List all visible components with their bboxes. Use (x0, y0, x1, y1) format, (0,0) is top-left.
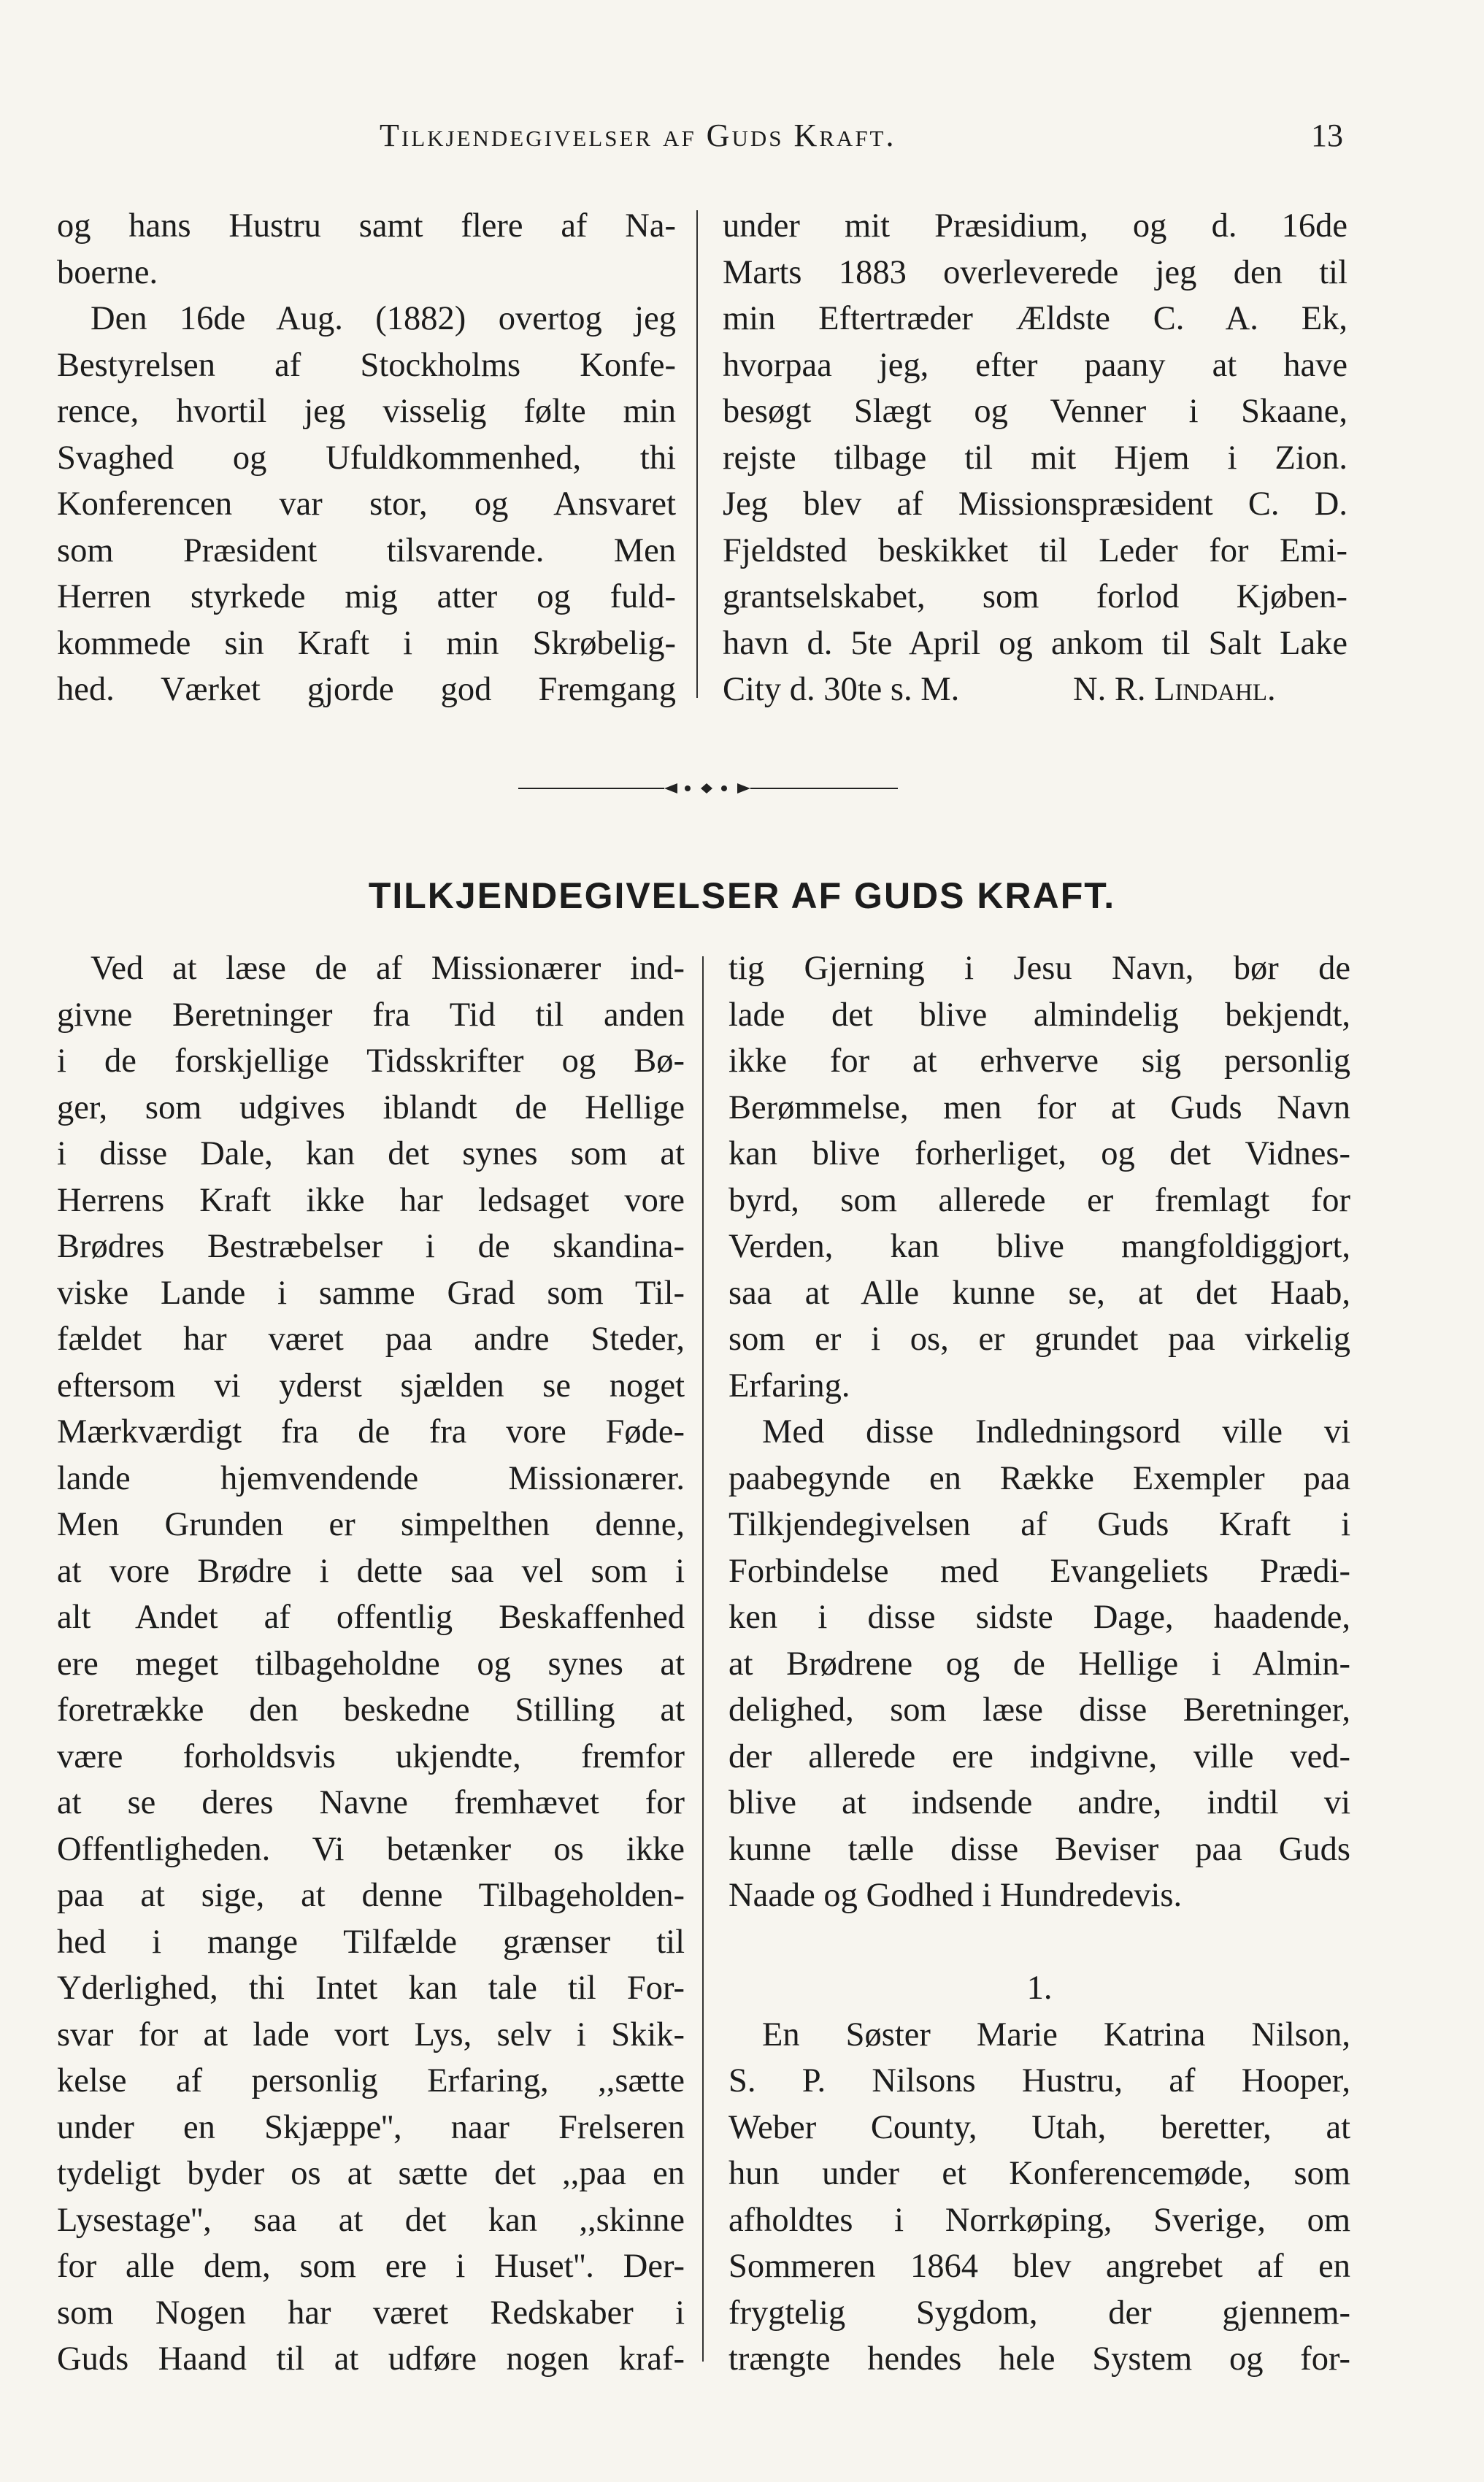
top-right-column (723, 203, 1347, 713)
text-line: rejste tilbage til mit Hjem i Zion. (723, 439, 1347, 477)
text-line: byrd, som allerede er fremlagt for (728, 1181, 1350, 1219)
text-line: tydeligt byder os at sætte det ,,paa en (57, 2155, 685, 2192)
text-line: at vore Brødre i dette saa vel som i (57, 1552, 685, 1590)
column-rule-main (702, 956, 704, 2362)
text-line: og hans Hustru samt flere af Na- (57, 207, 676, 245)
text-line: min Eftertræder Ældste C. A. Ek, (723, 300, 1347, 337)
text-line: Naade og Godhed i Hundredevis. (728, 1877, 1183, 1914)
text-line: foretrække den beskedne Stilling at (57, 1691, 685, 1729)
column-rule-top (696, 210, 698, 698)
text-line: Offentligheden. Vi betænker os ikke (57, 1830, 685, 1868)
text-line: hun under et Konferencemøde, som (728, 2155, 1350, 2192)
text-line: S. P. Nilsons Hustru, af Hooper, (728, 2062, 1350, 2099)
text-line: Svaghed og Ufuldkommenhed, thi (57, 439, 676, 477)
text-line: kommede sin Kraft i min Skrøbelig- (57, 624, 676, 662)
text-line: givne Beretninger fra Tid til anden (57, 996, 685, 1034)
text-line: Den 16de Aug. (1882) overtog jeg (91, 300, 676, 337)
text-line: som Nogen har været Redskaber i (57, 2294, 685, 2332)
text-line: boerne. (57, 253, 158, 291)
top-left-column (57, 203, 676, 713)
text-line: Ved at læse de af Missionærer ind- (91, 950, 685, 987)
text-line: svar for at lade vort Lys, selv i Skik- (57, 2016, 685, 2053)
text-line: Berømmelse, men for at Guds Navn (728, 1088, 1350, 1126)
text-line: hvorpaa jeg, efter paany at have (723, 346, 1347, 384)
text-line: Forbindelse med Evangeliets Prædi- (728, 1552, 1350, 1590)
text-line: kelse af personlig Erfaring, ,,sætte (57, 2062, 685, 2099)
text-line: ere meget tilbageholdne og synes at (57, 1645, 685, 1683)
text-line: Mærkværdigt fra de fra vore Føde- (57, 1413, 685, 1451)
text-line: grantselskabet, som forlod Kjøben- (723, 578, 1347, 615)
text-line: i disse Dale, kan det synes som at (57, 1135, 685, 1172)
text-line: at Brødrene og de Hellige i Almin- (728, 1645, 1350, 1683)
text-line: Verden, kan blive mangfoldiggjort, (728, 1228, 1350, 1265)
text-line: for alle dem, som ere i Huset''. Der- (57, 2248, 685, 2285)
main-right-column (728, 945, 1350, 2383)
text-line: der allerede ere indgivne, ville ved- (728, 1737, 1350, 1775)
text-line: Yderlighed, thi Intet kan tale til For- (57, 1970, 685, 2007)
text-line: hed. Værket gjorde god Fremgang (57, 671, 676, 708)
text-line: som er i os, er grundet paa virkelig (728, 1321, 1350, 1358)
text-line: alt Andet af offentlig Beskaffenhed (57, 1599, 685, 1636)
text-line: rence, hvortil jeg visselig følte min (57, 393, 676, 430)
text-line: Herren styrkede mig atter og fuld- (57, 578, 676, 615)
text-line: blive at indsende andre, indtil vi (728, 1784, 1350, 1821)
text-line: som Præsident tilsvarende. Men (57, 531, 676, 569)
item-number: 1. (1026, 1970, 1053, 2007)
text-line: frygtelig Sygdom, der gjennem- (728, 2294, 1350, 2332)
text-line: Weber County, Utah, beretter, at (728, 2108, 1350, 2146)
author-signature: N. R. Lindahl. (1073, 671, 1276, 708)
text-line: saa at Alle kunne se, at det Haab, (728, 1274, 1350, 1312)
ornament-separator (518, 777, 898, 799)
text-line: Erfaring. (728, 1367, 850, 1405)
text-line: Jeg blev af Missionspræsident C. D. (723, 485, 1347, 523)
spacer (728, 1919, 1350, 1966)
text-line: trængte hendes hele System og for- (728, 2340, 1350, 2378)
closing-line (723, 666, 1347, 713)
text-line: ger, som udgives iblandt de Hellige (57, 1088, 685, 1126)
text-line: Herrens Kraft ikke har ledsaget vore (57, 1181, 685, 1219)
text-line: besøgt Slægt og Venner i Skaane, (723, 393, 1347, 430)
text-line: Med disse Indledningsord ville vi (762, 1413, 1350, 1451)
text-line: tig Gjerning i Jesu Navn, bør de (728, 950, 1350, 987)
text-line: Brødres Bestræbelser i de skandina- (57, 1228, 685, 1265)
text-line: havn d. 5te April og ankom til Salt Lake (723, 624, 1347, 662)
text-line: under mit Præsidium, og d. 16de (723, 207, 1347, 245)
text-line: fældet har været paa andre Steder, (57, 1321, 685, 1358)
text-line: Sommeren 1864 blev angrebet af en (728, 2248, 1350, 2285)
text-line: under en Skjæppe'', naar Frelseren (57, 2108, 685, 2146)
page-number: 13 (1311, 118, 1343, 153)
text-line: kunne tælle disse Beviser paa Guds (728, 1830, 1350, 1868)
running-head (58, 117, 1343, 161)
text-line: ikke for at erhverve sig personlig (728, 1042, 1350, 1080)
text-line: Fjeldsted beskikket til Leder for Emi- (723, 531, 1347, 569)
text-line: Marts 1883 overleverede jeg den til (723, 253, 1347, 291)
text-line: at se deres Navne fremhævet for (57, 1784, 685, 1821)
text-line: Tilkjendegivelsen af Guds Kraft i (728, 1506, 1350, 1543)
text-line: paa at sige, at denne Tilbageholden- (57, 1877, 685, 1914)
text-line: Guds Haand til at udføre nogen kraf- (57, 2340, 685, 2378)
text-line: ken i disse sidste Dage, haadende, (728, 1599, 1350, 1636)
text-line: Lysestage'', saa at det kan ,,skinne (57, 2201, 685, 2239)
section-title: TILKJENDEGIVELSER AF GUDS KRAFT. (368, 875, 1116, 916)
text-line: delighed, som læse disse Beretninger, (728, 1691, 1350, 1729)
main-left-column (57, 945, 685, 2383)
text-line: hed i mange Tilfælde grænser til (57, 1923, 685, 1961)
running-title: Tilkjendegivelser af Guds Kraft. (380, 118, 896, 153)
text-line: Bestyrelsen af Stockholms Konfe- (57, 346, 676, 384)
text-line: lade det blive almindelig bekjendt, (728, 996, 1350, 1034)
text-line: kan blive forherliget, og det Vidnes- (728, 1135, 1350, 1172)
closing-text: City d. 30te s. M. (723, 671, 960, 708)
text-line: i de forskjellige Tidsskrifter og Bø- (57, 1042, 685, 1080)
text-line: eftersom vi yderst sjælden se noget (57, 1367, 685, 1405)
text-line: lande hjemvendende Missionærer. (57, 1459, 685, 1497)
text-line: paabegynde en Række Exempler paa (728, 1459, 1350, 1497)
text-line: være forholdsvis ukjendte, fremfor (57, 1737, 685, 1775)
text-line: viske Lande i samme Grad som Til- (57, 1274, 685, 1312)
text-line: Konferencen var stor, og Ansvaret (57, 485, 676, 523)
text-line: Men Grunden er simpelthen denne, (57, 1506, 685, 1543)
text-line: afholdtes i Norrkøping, Sverige, om (728, 2201, 1350, 2239)
text-line: En Søster Marie Katrina Nilson, (762, 2016, 1350, 2053)
